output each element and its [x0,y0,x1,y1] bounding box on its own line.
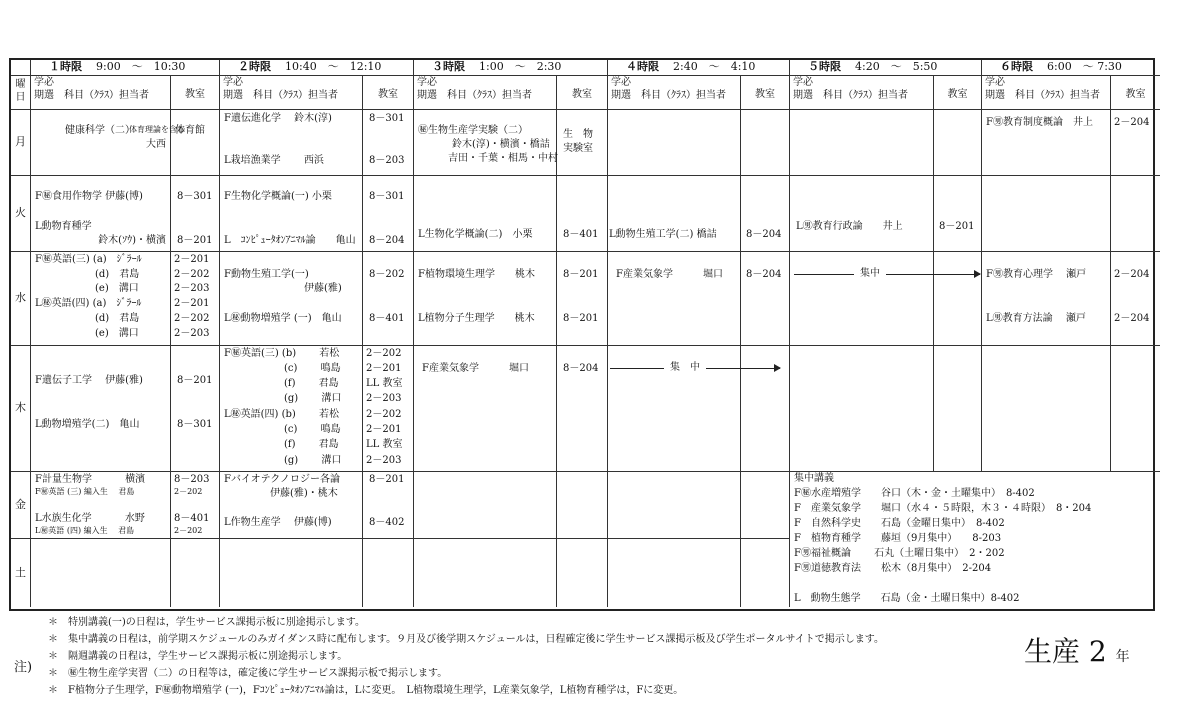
thu-p4 [608,346,741,472]
period-3-header: ３時限 1:00 ～ 2:30 [414,60,608,76]
corner-cell [11,60,31,76]
mon-p2: F遺伝進化学 鈴木(淳) L栽培漁業学 西浜 [220,110,363,176]
thu-p1-room: 8－201 8－301 [171,346,220,472]
period-1-header: １時限 9:00 ～ 10:30 [31,60,220,76]
tue-p6-room [1111,176,1160,252]
thu-p5 [790,346,934,472]
footnotes [48,614,884,699]
room-header-p3: 教室 [557,76,608,110]
room-header-p6: 教室 [1111,76,1160,110]
thu-p5-room [934,346,982,472]
day-column-header: 曜 日 [11,76,31,110]
intensive-label: 集中 [854,267,886,280]
fri-p2-room: 8－201 8－402 [363,472,414,539]
mon-p6-room: 2－204 [1111,110,1160,176]
day-mon: 月 [11,110,31,176]
footnote: ＊ 集中講義の日程は，前学期スケジュールのみガイダンス時に配布します。９月及び後学期スケジュールは，日程確定後に学生サービス課掲示板及び学生ポータルサイトで掲示します。 [48,634,884,645]
mon-p2-room: 8－301 8－203 [363,110,414,176]
timetable [9,58,1155,611]
sat-p1-room [171,539,220,607]
fri-p2: Fバイオテクノロジー各論 伊藤(雅)・桃木 L作物生産学 伊藤(博) [220,472,363,539]
tue-p4-room: 8－204 [741,176,790,252]
period-5-header: ５時限 4:20 ～ 5:50 [790,60,982,76]
subheader-p1: 学必 期選 科目（ｸﾗｽ）担当者 [31,76,171,110]
day-fri: 金 [11,472,31,539]
day-thu: 木 [11,346,31,472]
footnote: ＊ F植物分子生理学，F㊙動物増殖学 (一)，Fｺﾝﾋﾟｭｰﾀｵﾝｱﾆﾏﾙ論は，Lに変更。 L植物環境生理学，L産業気象学，L植物育種学は，Fに変更。 [48,685,684,696]
tue-p2-room: 8－301 8－204 [363,176,414,252]
thu-p2: F㊙英語(三) (b) 若松 (c) 鳴島 (f) 君島 (g) 溝口 L㊙英語(四) (b) 若松 (c) 鳴島 (f) 君島 (g) 溝口 [220,346,363,472]
thu-p1: F遺伝子工学 伊藤(雅) L動物増殖学(二) 亀山 [31,346,171,472]
sat-p4-room [741,539,790,607]
room-header-p2: 教室 [363,76,414,110]
thu-p6 [982,346,1111,472]
footnote: ＊ ㊙生物生産学実習（二）の日程等は，確定後に学生サービス課掲示板で掲示します。 [48,668,448,679]
footnote: ＊ 隔週講義の日程は，学生サービス課掲示板に別途掲示します。 [48,651,348,662]
sat-p3 [414,539,557,607]
tue-p1: F㊙食用作物学 伊藤(博) L動物育種学 鈴木(ｿｳ)・横濱 [31,176,171,252]
wed-p2: F動物生殖工学(一) 伊藤(雅) L㊙動物増殖学 (一) 亀山 [220,252,363,346]
thu-p4-room [741,346,790,472]
tue-p2: F生物化学概論(一) 小栗 L ｺﾝﾋﾟｭｰﾀｵﾝｱﾆﾏﾙ論 亀山 [220,176,363,252]
wed-p3: F植物環境生理学 桃木 L植物分子生理学 桃木 [414,252,557,346]
fri-p4-room [741,472,790,539]
thu-p3-room: 8－204 [557,346,608,472]
tue-p5: L㊚教育行政論 井上 [790,176,934,252]
subheader-p4: 学必 期選 科目（ｸﾗｽ）担当者 [608,76,741,110]
tue-p3-room: 8－401 [557,176,608,252]
day-tue: 火 [11,176,31,252]
wed-p4-room: 8－204 [741,252,790,346]
room-header-p1: 教室 [171,76,220,110]
day-sat: 土 [11,539,31,607]
mon-p1-room: 体育館 [171,110,220,176]
wed-p6-room: 2－204 2－204 [1111,252,1160,346]
grade-label: 生産 2 年 [1024,635,1130,668]
fri-p1-room: 8－203 2－202 8－401 2－202 [171,472,220,539]
mon-p5-room [934,110,982,176]
thu-p2-room: 2－202 2－201 LL 教室 2－203 2－202 2－201 LL 教室 2－203 [363,346,414,472]
sat-p4 [608,539,741,607]
tue-p4: L動物生殖工学(二) 橋詰 [608,176,741,252]
note-marker: 注) [14,660,33,675]
subheader-p6: 学必 期選 科目（ｸﾗｽ）担当者 [982,76,1111,110]
wed-p4: F産業気象学 堀口 [608,252,741,346]
period-2-header: ２時限 10:40 ～ 12:10 [220,60,414,76]
intensive-lectures: 集中講義 F㊙水産増殖学 谷口（木・金・土曜集中） 8-402 F 産業気象学 堀口（水４・５時限，木３・４時限） 8・204 F 自然科学史 石島（金曜日集中） 8-402 F 植物育種学 藤垣（9月集中） 8-203 F㊚福祉概論 石丸（土曜日集中） 2・202 F㊚道徳教育法 松木（8月集中） 2-204 L 動物生態学 石島（金・土曜日集中）8-402 [794,473,1092,604]
period-4-header: ４時限 2:40 ～ 4:10 [608,60,790,76]
sat-p1 [31,539,171,607]
sat-p2-room [363,539,414,607]
room-header-p4: 教室 [741,76,790,110]
tue-p3: L生物化学概論(二) 小栗 [414,176,557,252]
fri-p4 [608,472,741,539]
mon-p3: ㊙生物生産学実験（二） 鈴木(淳)・横濱・橋詰 吉田・千葉・相馬・中村 [414,110,557,176]
mon-p3-room: 生 物 実験室 [557,110,608,176]
intensive-arrow [794,274,980,275]
wed-p1-room: 2－201 2－202 2－203 2－201 2－202 2－203 [171,252,220,346]
subheader-p2: 学必 期選 科目（ｸﾗｽ）担当者 [220,76,363,110]
wed-p5 [790,252,934,346]
mon-p4 [608,110,741,176]
sat-p3-room [557,539,608,607]
room-header-p5: 教室 [934,76,982,110]
footnote: ＊ 特別講義(一)の日程は，学生サービス課掲示板に別途掲示します。 [48,617,366,628]
mon-p6: F㊚教育制度概論 井上 [982,110,1111,176]
sat-p2 [220,539,363,607]
fri-p3-room [557,472,608,539]
tue-p6 [982,176,1111,252]
subheader-p5: 学必 期選 科目（ｸﾗｽ）担当者 [790,76,934,110]
mon-p1: 健康科学（二） 体育理論を含む 大西 [31,110,171,176]
wed-p1: F㊙英語(三) (a) ｼﾞﾗｰﾙ (d) 君島 (e) 溝口 L㊙英語(四) (a) ｼﾞﾗｰﾙ (d) 君島 (e) 溝口 [31,252,171,346]
fri-p1: F計量生物学 横濱 F㊙英語 (三) 編入生 君島 L水族生化学 水野 L㊙英語 (四) 編入生 君島 [31,472,171,539]
tue-p5-room: 8－201 [934,176,982,252]
mon-p4-room [741,110,790,176]
thu-p6-room [1111,346,1160,472]
wed-p2-room: 8－202 8－401 [363,252,414,346]
fri-p3 [414,472,557,539]
wed-p5-room [934,252,982,346]
tue-p1-room: 8－301 8－201 [171,176,220,252]
subheader-p3: 学必 期選 科目（ｸﾗｽ）担当者 [414,76,557,110]
day-wed: 水 [11,252,31,346]
mon-p5 [790,110,934,176]
period-6-header: ６時限 6:00 ～ 7:30 [982,60,1160,76]
thu-p3: F産業気象学 堀口 [414,346,557,472]
wed-p6: F㊚教育心理学 瀬戸 L㊚教育方法論 瀬戸 [982,252,1111,346]
intensive-label-thu: 集 中 [664,361,706,374]
wed-p3-room: 8－201 8－201 [557,252,608,346]
